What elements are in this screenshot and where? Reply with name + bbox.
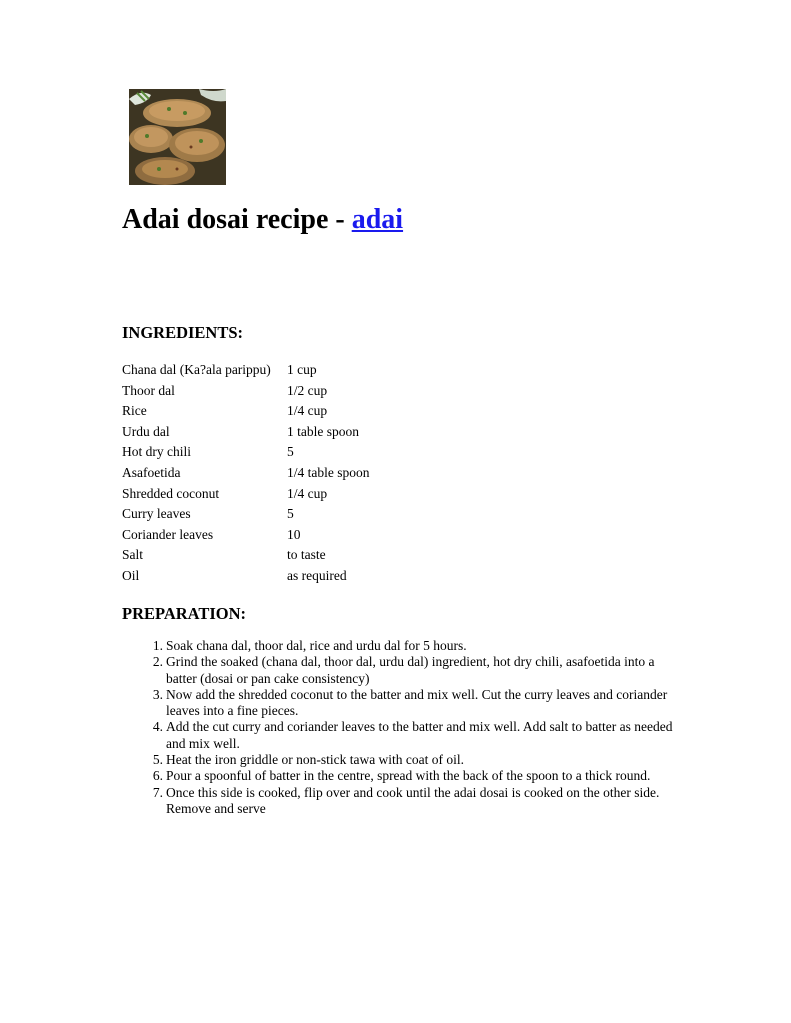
step-item bbox=[122, 785, 682, 818]
step-item bbox=[122, 719, 682, 752]
step-item bbox=[122, 687, 682, 720]
ingredient-quantity: 1 table spoon bbox=[287, 423, 359, 439]
step-text: Once this side is cooked, flip over and cook until the adai dosai is cooked on the other side. Remove and serve bbox=[166, 784, 660, 816]
ingredient-name: Salt bbox=[122, 547, 144, 563]
ingredient-quantity: as required bbox=[287, 567, 347, 583]
page-title bbox=[122, 204, 403, 236]
ingredient-name: Asafoetida bbox=[122, 464, 181, 480]
ingredient-name: Thoor dal bbox=[122, 382, 175, 398]
adai-dosai-image bbox=[129, 89, 226, 185]
ingredient-name: Urdu dal bbox=[122, 423, 170, 439]
step-item bbox=[122, 768, 682, 784]
ingredient-row bbox=[122, 381, 370, 402]
step-number: 3. bbox=[152, 686, 163, 702]
step-text: Pour a spoonful of batter in the centre, spread with the back of the spoon to a thick round. bbox=[166, 768, 651, 784]
ingredient-quantity: 1 cup bbox=[287, 362, 317, 377]
ingredient-row bbox=[122, 442, 370, 463]
step-text: Now add the shredded coconut to the batter and mix well. Cut the curry leaves and coriander leaves into a fine pieces. bbox=[166, 686, 668, 719]
ingredient-row bbox=[122, 525, 370, 546]
ingredient-quantity: 1/4 cup bbox=[287, 403, 328, 419]
ingredient-row bbox=[122, 360, 370, 381]
step-text: Heat the iron griddle or non-stick tawa with coat of oil. bbox=[166, 752, 465, 768]
ingredient-name: Shredded coconut bbox=[122, 485, 220, 501]
step-number: 4. bbox=[152, 719, 163, 735]
ingredient-row bbox=[122, 504, 370, 525]
ingredient-quantity: 10 bbox=[287, 526, 301, 542]
ingredient-row bbox=[122, 545, 370, 566]
ingredient-name: Curry leaves bbox=[122, 506, 191, 522]
step-number: 5. bbox=[152, 752, 163, 768]
step-item bbox=[122, 752, 682, 768]
title-link-adai[interactable]: adai bbox=[351, 204, 404, 235]
step-number: 6. bbox=[152, 768, 163, 784]
ingredient-name: Oil bbox=[122, 567, 140, 583]
step-number: 7. bbox=[152, 784, 163, 800]
ingredient-name: Coriander leaves bbox=[122, 526, 214, 542]
step-number: 2. bbox=[152, 654, 163, 670]
step-item bbox=[122, 654, 682, 687]
step-text: Soak chana dal, thoor dal, rice and urdu dal for 5 hours. bbox=[166, 638, 467, 653]
step-text: Grind the soaked (chana dal, thoor dal, urdu dal) ingredient, hot dry chili, asafoetida into a batter (dosai or pan cake consistency) bbox=[166, 654, 655, 686]
step-item bbox=[122, 638, 682, 654]
ingredient-name: Rice bbox=[122, 403, 147, 419]
ingredient-name: Hot dry chili bbox=[122, 444, 191, 460]
ingredient-quantity: 5 bbox=[287, 444, 294, 460]
step-text: Add the cut curry and coriander leaves to the batter and mix well. Add salt to batter as needed and mix well. bbox=[166, 719, 673, 751]
ingredient-quantity: 5 bbox=[287, 506, 294, 522]
ingredient-quantity: 1/2 cup bbox=[287, 382, 328, 398]
ingredients-table bbox=[122, 360, 370, 587]
recipe-photo bbox=[129, 89, 226, 185]
ingredient-row bbox=[122, 401, 370, 422]
ingredient-row bbox=[122, 566, 370, 587]
ingredient-quantity: 1/4 cup bbox=[287, 485, 328, 501]
step-number: 1. bbox=[152, 638, 163, 653]
ingredient-row bbox=[122, 463, 370, 484]
ingredient-name: Chana dal (Ka?ala parippu) bbox=[122, 362, 271, 377]
ingredient-quantity: 1/4 table spoon bbox=[287, 464, 370, 480]
ingredient-row bbox=[122, 484, 370, 505]
preparation-steps bbox=[122, 638, 682, 817]
ingredients-heading: INGREDIENTS: bbox=[122, 323, 244, 342]
preparation-heading: PREPARATION: bbox=[122, 604, 247, 623]
title-text: Adai dosai recipe - bbox=[122, 204, 352, 235]
ingredient-quantity: to taste bbox=[287, 547, 326, 563]
ingredient-row bbox=[122, 422, 370, 443]
